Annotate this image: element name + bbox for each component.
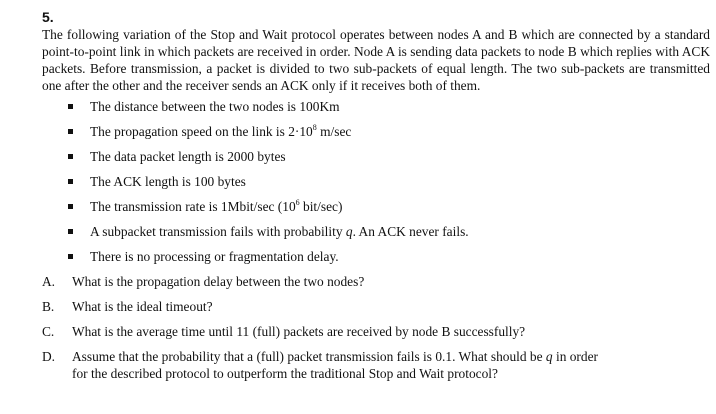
- bullet-square-icon: [68, 229, 73, 234]
- variable-q: q: [345, 224, 353, 239]
- subquestion-a: [42, 273, 710, 290]
- subquestion-list: [42, 273, 710, 382]
- subquestion-c: [42, 323, 710, 340]
- bullet-square-icon: [68, 204, 73, 209]
- subquestion-text: What is the propagation delay between the two nodes?: [72, 274, 365, 289]
- bullet-text: The transmission rate is 1Mbit/sec (10: [90, 199, 296, 214]
- variable-q: q: [545, 349, 553, 364]
- list-item: [42, 173, 710, 198]
- list-item: [42, 223, 710, 248]
- subquestion-d: [42, 348, 710, 382]
- bullet-text: The distance between the two nodes is 100Km: [90, 99, 340, 114]
- list-item: [42, 123, 710, 148]
- subquestion-text: What is the average time until 11 (full) packets are received by node B successfully?: [72, 324, 526, 339]
- subquestion-text: in order: [552, 349, 598, 364]
- list-item: [42, 98, 710, 123]
- bullet-text: m/sec: [316, 124, 352, 139]
- bullet-square-icon: [68, 104, 73, 109]
- bullet-square-icon: [68, 179, 73, 184]
- list-item: [42, 148, 710, 173]
- question-number: 5.: [42, 9, 54, 25]
- subquestion-text: What is the ideal timeout?: [72, 299, 213, 314]
- bullet-square-icon: [68, 154, 73, 159]
- bullet-text: The propagation speed on the link is 2·10: [90, 124, 313, 139]
- bullet-text: There is no processing or fragmentation delay.: [90, 249, 339, 264]
- subquestion-text-continued: for the described protocol to outperform the traditional Stop and Wait protocol?: [72, 366, 498, 381]
- subquestion-letter: C.: [42, 324, 55, 339]
- bullet-text: bit/sec): [299, 199, 343, 214]
- subquestion-letter: D.: [42, 349, 56, 364]
- bullet-text: The ACK length is 100 bytes: [90, 174, 246, 189]
- document-body: [42, 9, 710, 390]
- subquestion-letter: A.: [42, 274, 56, 289]
- exponent: 6: [295, 197, 300, 207]
- bullet-text: The data packet length is 2000 bytes: [90, 149, 286, 164]
- parameter-list: [42, 98, 710, 273]
- subquestion-letter: B.: [42, 299, 55, 314]
- subquestion-b: [42, 298, 710, 315]
- list-item: [42, 198, 710, 223]
- question-intro: The following variation of the Stop and Wait protocol operates between nodes A and B which are connected by a standard point-to-point link in which packets are received in order. Node A is sending data packets to node B which replies with ACK packets. Before transmission, a packet is divided to two sub-packets of equal length. The two sub-packets are transmitted one after the other and the receiver sends an ACK only if it receives both of them.: [42, 27, 710, 93]
- bullet-square-icon: [68, 129, 73, 134]
- bullet-text: . An ACK never fails.: [352, 224, 469, 239]
- bullet-square-icon: [68, 254, 73, 259]
- bullet-text: A subpacket transmission fails with probability: [90, 224, 346, 239]
- list-item: [42, 248, 710, 273]
- exponent: 8: [312, 122, 317, 132]
- subquestion-text: Assume that the probability that a (full) packet transmission fails is 0.1. What should be: [72, 349, 546, 364]
